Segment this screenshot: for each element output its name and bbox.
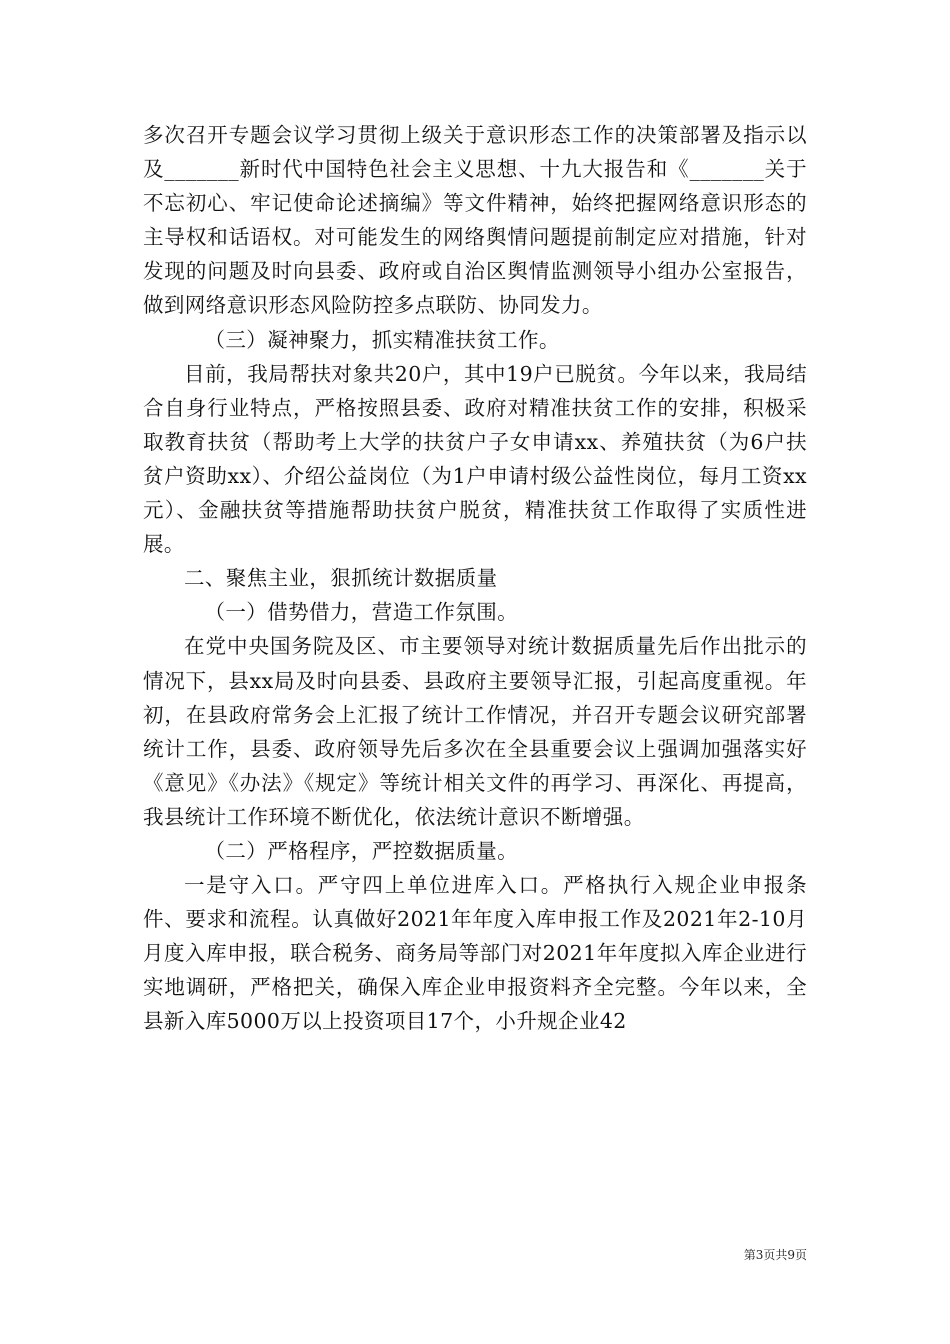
subheading-data-quality: （二）严格程序，严控数据质量。	[204, 838, 518, 863]
paragraph-poverty-alleviation: 目前，我局帮扶对象共20户，其中19户已脱贫。今年以来，我局结合自身行业特点，严格按照县委、政府对精准扶贫工作的安排，积极采取教育扶贫（帮助考上大学的扶贫户子女申请xx、养殖扶贫（为6户扶贫户资助xx）、介绍公益岗位（为1户申请村级公益性岗位，每月工资xx元）、金融扶贫等措施帮助扶贫户脱贫，精准扶贫工作取得了实质性进展。	[143, 361, 807, 557]
section-heading-statistics: 二、聚焦主业，狠抓统计数据质量	[184, 566, 498, 591]
paragraph-data-quality: 一是守入口。严守四上单位进库入口。严格执行入规企业申报条件、要求和流程。认真做好2021年年度入库申报工作及2021年2-10月月度入库申报，联合税务、商务局等部门对2021年年度拟入库企业进行实地调研，严格把关，确保入库企业申报资料齐全完整。今年以来，全县新入库5000万以上投资项目17个，小升规企业42	[143, 873, 807, 1034]
document-body	[143, 118, 807, 1039]
subheading-work-atmosphere: （一）借势借力，营造工作氛围。	[204, 600, 518, 625]
subheading-poverty-alleviation: （三）凝神聚力，抓实精准扶贫工作。	[204, 327, 560, 352]
page-number: 第3页共9页	[743, 1248, 807, 1262]
paragraph-continuation: 多次召开专题会议学习贯彻上级关于意识形态工作的决策部署及指示以及_______新时代中国特色社会主义思想、十九大报告和《_______关于不忘初心、牢记使命论述摘编》等文件精神，始终把握网络意识形态的主导权和话语权。对可能发生的网络舆情问题提前制定应对措施，针对发现的问题及时向县委、政府或自治区舆情监测领导小组办公室报告，做到网络意识形态风险防控多点联防、协同发力。	[143, 123, 807, 318]
paragraph-work-atmosphere: 在党中央国务院及区、市主要领导对统计数据质量先后作出批示的情况下，县xx局及时向县委、县政府主要领导汇报，引起高度重视。年初，在县政府常务会上汇报了统计工作情况，并召开专题会议研究部署统计工作，县委、政府领导先后多次在全县重要会议上强调加强落实好《意见》《办法》《规定》等统计相关文件的再学习、再深化、再提高，我县统计工作环境不断优化，依法统计意识不断增强。	[143, 634, 807, 829]
